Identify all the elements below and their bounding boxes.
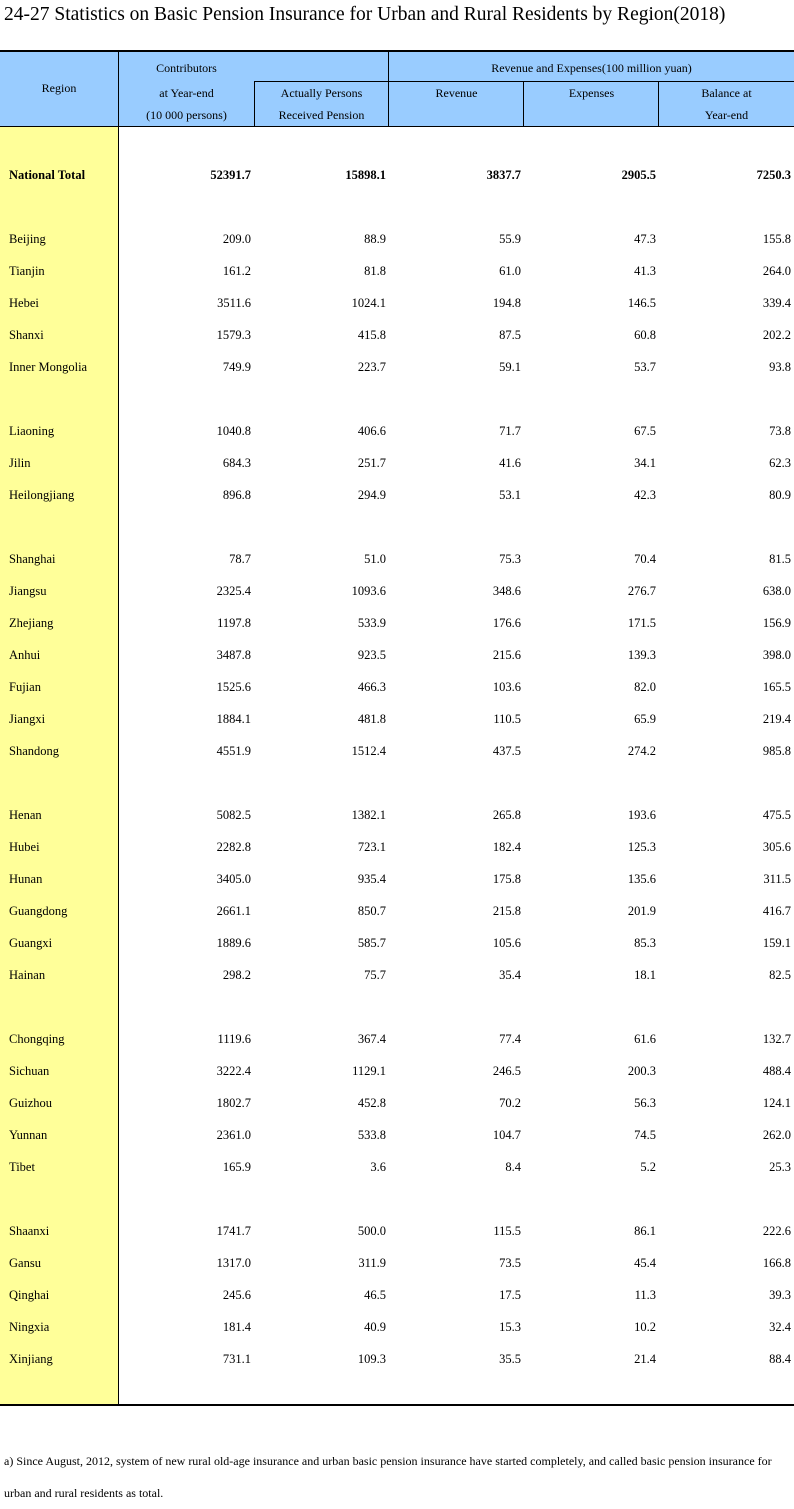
region-name: Hainan xyxy=(9,968,46,982)
balance-value: 262.0 xyxy=(762,1128,791,1142)
received-value: 109.3 xyxy=(357,1352,386,1366)
received-value: 1093.6 xyxy=(351,584,386,598)
revenue-value: 215.6 xyxy=(492,648,521,662)
expenses-value: 11.3 xyxy=(634,1288,656,1302)
table-row xyxy=(0,677,794,699)
region-name: Zhejiang xyxy=(9,616,54,630)
received-value: 294.9 xyxy=(357,488,386,502)
balance-value: 132.7 xyxy=(762,1032,791,1046)
table-row xyxy=(0,741,794,763)
received-value: 452.8 xyxy=(357,1096,386,1110)
region-name: Beijing xyxy=(9,232,46,246)
balance-value: 339.4 xyxy=(762,296,791,310)
contributors-value: 161.2 xyxy=(222,264,251,278)
expenses-value: 45.4 xyxy=(634,1256,656,1270)
received-value: 1382.1 xyxy=(351,808,386,822)
contributors-value: 209.0 xyxy=(222,232,251,246)
region-name: National Total xyxy=(9,168,86,182)
table-row xyxy=(0,549,794,571)
balance-value: 305.6 xyxy=(762,840,791,854)
balance-value: 638.0 xyxy=(762,584,791,598)
region-name: Chongqing xyxy=(9,1032,65,1046)
balance-value: 156.9 xyxy=(762,616,791,630)
contributors-value: 896.8 xyxy=(222,488,251,502)
region-name: Guangxi xyxy=(9,936,53,950)
region-name: Shandong xyxy=(9,744,59,758)
table-row xyxy=(0,581,794,603)
revenue-value: 55.9 xyxy=(499,232,521,246)
received-value: 15898.1 xyxy=(345,168,386,182)
expenses-value: 42.3 xyxy=(634,488,656,502)
received-value: 406.6 xyxy=(357,424,386,438)
header-divider xyxy=(523,82,524,127)
contributors-value: 749.9 xyxy=(222,360,251,374)
contributors-value: 4551.9 xyxy=(216,744,251,758)
expenses-value: 5.2 xyxy=(640,1160,656,1174)
contributors-value: 3222.4 xyxy=(216,1064,251,1078)
expenses-value: 47.3 xyxy=(634,232,656,246)
expenses-value: 61.6 xyxy=(634,1032,656,1046)
balance-value: 398.0 xyxy=(762,648,791,662)
balance-value: 155.8 xyxy=(762,232,791,246)
contributors-value: 181.4 xyxy=(222,1320,251,1334)
revenue-value: 176.6 xyxy=(492,616,521,630)
balance-value: 39.3 xyxy=(769,1288,791,1302)
expenses-value: 171.5 xyxy=(627,616,656,630)
received-value: 723.1 xyxy=(357,840,386,854)
balance-value: 165.5 xyxy=(762,680,791,694)
expenses-value: 67.5 xyxy=(634,424,656,438)
region-name: Jiangxi xyxy=(9,712,46,726)
balance-value: 7250.3 xyxy=(756,168,791,182)
expenses-value: 70.4 xyxy=(634,552,656,566)
balance-value: 222.6 xyxy=(762,1224,791,1238)
revenue-value: 17.5 xyxy=(499,1288,521,1302)
received-value: 1129.1 xyxy=(352,1064,386,1078)
region-name: Ningxia xyxy=(9,1320,50,1334)
table-row xyxy=(0,1285,794,1307)
balance-value: 124.1 xyxy=(762,1096,791,1110)
contributors-value: 1525.6 xyxy=(216,680,251,694)
contributors-value: 3487.8 xyxy=(216,648,251,662)
contributors-value: 1741.7 xyxy=(216,1224,251,1238)
table-row xyxy=(0,1221,794,1243)
received-value: 88.9 xyxy=(364,232,386,246)
region-name: Gansu xyxy=(9,1256,41,1270)
table-row xyxy=(0,1029,794,1051)
region-name: Hubei xyxy=(9,840,40,854)
region-name: Jilin xyxy=(9,456,31,470)
table-row xyxy=(0,1061,794,1083)
contributors-value: 245.6 xyxy=(222,1288,251,1302)
header-divider xyxy=(254,82,255,127)
expenses-value: 85.3 xyxy=(634,936,656,950)
expenses-value: 10.2 xyxy=(634,1320,656,1334)
header-balance-line1: Balance at xyxy=(701,86,752,100)
region-name: Sichuan xyxy=(9,1064,50,1078)
region-name: Shaanxi xyxy=(9,1224,50,1238)
region-name: Fujian xyxy=(9,680,41,694)
revenue-value: 15.3 xyxy=(499,1320,521,1334)
table-row xyxy=(0,453,794,475)
revenue-value: 105.6 xyxy=(492,936,521,950)
contributors-value: 2361.0 xyxy=(216,1128,251,1142)
revenue-value: 87.5 xyxy=(499,328,521,342)
contributors-value: 3511.6 xyxy=(217,296,251,310)
table-row xyxy=(0,357,794,379)
expenses-value: 41.3 xyxy=(634,264,656,278)
contributors-value: 165.9 xyxy=(222,1160,251,1174)
balance-value: 264.0 xyxy=(762,264,791,278)
header-region: Region xyxy=(41,81,77,95)
header-contributors-line3: (10 000 persons) xyxy=(146,108,227,122)
expenses-value: 139.3 xyxy=(627,648,656,662)
region-name: Anhui xyxy=(9,648,41,662)
revenue-value: 437.5 xyxy=(492,744,521,758)
header-contributors-line2: at Year-end xyxy=(159,86,214,100)
table-row xyxy=(0,837,794,859)
table-row xyxy=(0,645,794,667)
revenue-value: 110.5 xyxy=(493,712,521,726)
expenses-value: 74.5 xyxy=(634,1128,656,1142)
table-row xyxy=(0,805,794,827)
region-name: Hunan xyxy=(9,872,43,886)
balance-value: 88.4 xyxy=(769,1352,791,1366)
contributors-value: 3405.0 xyxy=(216,872,251,886)
header-revenue-expenses: Revenue and Expenses(100 million yuan) xyxy=(491,61,692,75)
expenses-value: 65.9 xyxy=(634,712,656,726)
table-row xyxy=(0,1093,794,1115)
contributors-value: 1889.6 xyxy=(216,936,251,950)
contributors-value: 78.7 xyxy=(229,552,251,566)
contributors-value: 1040.8 xyxy=(216,424,251,438)
balance-value: 25.3 xyxy=(769,1160,791,1174)
expenses-value: 200.3 xyxy=(627,1064,656,1078)
received-value: 923.5 xyxy=(357,648,386,662)
revenue-value: 8.4 xyxy=(505,1160,521,1174)
region-name: Liaoning xyxy=(9,424,55,438)
header-divider xyxy=(658,82,659,127)
revenue-value: 175.8 xyxy=(492,872,521,886)
contributors-value: 52391.7 xyxy=(210,168,251,182)
balance-value: 93.8 xyxy=(769,360,791,374)
revenue-value: 115.5 xyxy=(493,1224,521,1238)
header-divider xyxy=(118,52,119,127)
table-row xyxy=(0,1317,794,1339)
balance-value: 985.8 xyxy=(762,744,791,758)
balance-value: 159.1 xyxy=(762,936,791,950)
revenue-value: 348.6 xyxy=(492,584,521,598)
region-name: Inner Mongolia xyxy=(9,360,88,374)
table-row xyxy=(0,1157,794,1179)
header-received-line2: Received Pension xyxy=(278,108,365,122)
contributors-value: 1197.8 xyxy=(217,616,251,630)
region-name: Hebei xyxy=(9,296,39,310)
received-value: 223.7 xyxy=(357,360,386,374)
expenses-value: 21.4 xyxy=(634,1352,656,1366)
table-row xyxy=(0,965,794,987)
received-value: 533.8 xyxy=(357,1128,386,1142)
expenses-value: 201.9 xyxy=(627,904,656,918)
contributors-value: 1119.6 xyxy=(217,1032,251,1046)
header-expenses: Expenses xyxy=(568,86,615,100)
expenses-value: 53.7 xyxy=(634,360,656,374)
received-value: 3.6 xyxy=(370,1160,386,1174)
received-value: 585.7 xyxy=(357,936,386,950)
region-name: Xinjiang xyxy=(9,1352,53,1366)
expenses-value: 193.6 xyxy=(627,808,656,822)
revenue-value: 77.4 xyxy=(499,1032,521,1046)
region-name: Tianjin xyxy=(9,264,45,278)
revenue-value: 53.1 xyxy=(499,488,521,502)
revenue-value: 194.8 xyxy=(492,296,521,310)
revenue-value: 265.8 xyxy=(492,808,521,822)
region-name: Guangdong xyxy=(9,904,68,918)
table-row xyxy=(0,1349,794,1371)
expenses-value: 86.1 xyxy=(634,1224,656,1238)
balance-value: 488.4 xyxy=(762,1064,791,1078)
expenses-value: 60.8 xyxy=(634,328,656,342)
revenue-value: 71.7 xyxy=(499,424,521,438)
contributors-value: 298.2 xyxy=(222,968,251,982)
table-row xyxy=(0,869,794,891)
received-value: 1024.1 xyxy=(351,296,386,310)
expenses-value: 18.1 xyxy=(634,968,656,982)
revenue-value: 41.6 xyxy=(499,456,521,470)
revenue-value: 75.3 xyxy=(499,552,521,566)
revenue-value: 35.4 xyxy=(499,968,521,982)
balance-value: 475.5 xyxy=(762,808,791,822)
region-name: Shanxi xyxy=(9,328,44,342)
region-name: Guizhou xyxy=(9,1096,53,1110)
contributors-value: 684.3 xyxy=(222,456,251,470)
contributors-value: 1884.1 xyxy=(216,712,251,726)
table-row xyxy=(0,293,794,315)
received-value: 415.8 xyxy=(357,328,386,342)
balance-value: 81.5 xyxy=(769,552,791,566)
received-value: 1512.4 xyxy=(351,744,386,758)
received-value: 935.4 xyxy=(357,872,386,886)
revenue-value: 70.2 xyxy=(499,1096,521,1110)
expenses-value: 276.7 xyxy=(627,584,656,598)
received-value: 367.4 xyxy=(357,1032,386,1046)
revenue-value: 215.8 xyxy=(492,904,521,918)
received-value: 533.9 xyxy=(357,616,386,630)
balance-value: 311.5 xyxy=(763,872,791,886)
contributors-value: 5082.5 xyxy=(216,808,251,822)
revenue-value: 103.6 xyxy=(492,680,521,694)
contributors-value: 1579.3 xyxy=(216,328,251,342)
header-balance-line2: Year-end xyxy=(704,108,749,122)
table-row xyxy=(0,485,794,507)
header-received-line1: Actually Persons xyxy=(280,86,363,100)
region-name: Qinghai xyxy=(9,1288,50,1302)
received-value: 75.7 xyxy=(364,968,386,982)
expenses-value: 135.6 xyxy=(627,872,656,886)
contributors-value: 2325.4 xyxy=(216,584,251,598)
received-value: 40.9 xyxy=(364,1320,386,1334)
expenses-value: 146.5 xyxy=(627,296,656,310)
revenue-value: 59.1 xyxy=(499,360,521,374)
received-value: 311.9 xyxy=(358,1256,386,1270)
table-row xyxy=(0,261,794,283)
contributors-value: 1802.7 xyxy=(216,1096,251,1110)
revenue-value: 73.5 xyxy=(499,1256,521,1270)
received-value: 46.5 xyxy=(364,1288,386,1302)
region-name: Yunnan xyxy=(9,1128,48,1142)
expenses-value: 274.2 xyxy=(627,744,656,758)
balance-value: 32.4 xyxy=(769,1320,791,1334)
balance-value: 73.8 xyxy=(769,424,791,438)
table-header xyxy=(0,52,794,127)
received-value: 500.0 xyxy=(357,1224,386,1238)
balance-value: 202.2 xyxy=(762,328,791,342)
table-row xyxy=(0,421,794,443)
received-value: 466.3 xyxy=(357,680,386,694)
revenue-value: 182.4 xyxy=(492,840,521,854)
balance-value: 82.5 xyxy=(769,968,791,982)
balance-value: 62.3 xyxy=(769,456,791,470)
received-value: 481.8 xyxy=(357,712,386,726)
header-contributors-line1: Contributors xyxy=(156,61,217,75)
expenses-value: 34.1 xyxy=(634,456,656,470)
revenue-value: 35.5 xyxy=(499,1352,521,1366)
table-row xyxy=(0,933,794,955)
received-value: 51.0 xyxy=(364,552,386,566)
contributors-value: 1317.0 xyxy=(216,1256,251,1270)
region-name: Heilongjiang xyxy=(9,488,75,502)
header-divider xyxy=(388,52,389,127)
region-name: Jiangsu xyxy=(9,584,47,598)
header-divider xyxy=(254,81,794,82)
table-row xyxy=(0,325,794,347)
statistics-table xyxy=(0,50,794,1406)
revenue-value: 104.7 xyxy=(492,1128,521,1142)
revenue-value: 246.5 xyxy=(492,1064,521,1078)
table-row-national-total xyxy=(0,165,794,187)
table-row xyxy=(0,901,794,923)
revenue-value: 61.0 xyxy=(499,264,521,278)
contributors-value: 2282.8 xyxy=(216,840,251,854)
table-row xyxy=(0,613,794,635)
expenses-value: 56.3 xyxy=(634,1096,656,1110)
received-value: 81.8 xyxy=(364,264,386,278)
region-name: Shanghai xyxy=(9,552,56,566)
balance-value: 219.4 xyxy=(762,712,791,726)
table-row xyxy=(0,229,794,251)
region-name: Henan xyxy=(9,808,42,822)
region-name: Tibet xyxy=(9,1160,35,1174)
footnote: a) Since August, 2012, system of new rural old-age insurance and urban basic pension insurance have started completely, and called basic pension insurance for urban and rural residents as total. xyxy=(4,1454,772,1500)
contributors-value: 731.1 xyxy=(222,1352,251,1366)
received-value: 251.7 xyxy=(357,456,386,470)
expenses-value: 82.0 xyxy=(634,680,656,694)
table-row xyxy=(0,1253,794,1275)
table-row xyxy=(0,709,794,731)
revenue-value: 3837.7 xyxy=(486,168,521,182)
balance-value: 416.7 xyxy=(762,904,791,918)
table-row xyxy=(0,1125,794,1147)
header-revenue: Revenue xyxy=(435,86,478,100)
expenses-value: 125.3 xyxy=(627,840,656,854)
expenses-value: 2905.5 xyxy=(621,168,656,182)
balance-value: 80.9 xyxy=(769,488,791,502)
received-value: 850.7 xyxy=(357,904,386,918)
contributors-value: 2661.1 xyxy=(216,904,251,918)
page-title: 24-27 Statistics on Basic Pension Insurance for Urban and Rural Residents by Region(2018) xyxy=(4,4,726,25)
balance-value: 166.8 xyxy=(762,1256,791,1270)
